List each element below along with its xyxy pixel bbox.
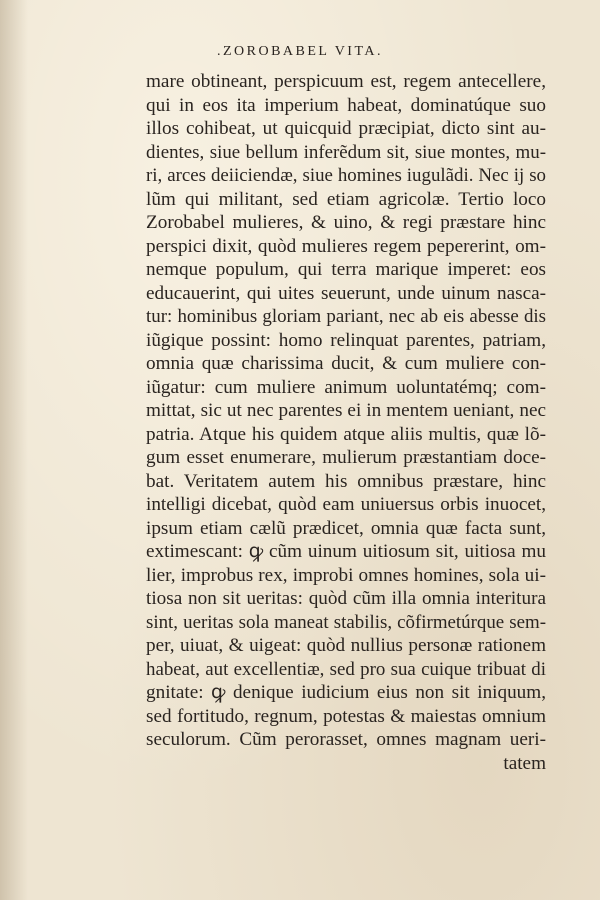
- text-line: gum esset enumerare, mulierum præstantiam doce-: [146, 447, 546, 468]
- text-line: perspici dixit, quòd mulieres regem pepererint, om-: [146, 235, 546, 257]
- text-line: mare obtineant, perspicuum est, regem antecellere,: [146, 71, 546, 92]
- text-line: ipsum etiam cælũ prædicet, omnia quæ facta sunt,: [146, 517, 546, 539]
- text-line: iũgique possint: homo relinquat parentes, patriam,: [146, 329, 546, 351]
- text-line: nemque populum, qui terra marique imperet: eos: [146, 259, 546, 280]
- text-line: intelligi dicebat, quòd eam uniuersus orbis inuocet,: [146, 494, 546, 515]
- text-line: dientes, siue bellum inferẽdum sit, siue montes, mu-: [146, 141, 546, 163]
- text-line: educauerint, qui uites seuerunt, unde uinum nasca-: [146, 282, 546, 304]
- text-line: iũgatur: cum muliere animum uoluntatémq; com-: [146, 376, 546, 398]
- catchword: tatem: [503, 752, 546, 774]
- text-line: Zorobabel mulieres, & uino, & regi præstare hinc: [146, 212, 546, 233]
- text-line: lier, improbus rex, improbi omnes homines, sola ui-: [146, 564, 546, 586]
- running-head: .ZOROBABEL VITA.: [216, 44, 384, 59]
- text-line: sed fortitudo, regnum, potestas & maiestas omnium: [146, 705, 546, 727]
- text-line: tur: hominibus gloriam pariant, nec ab eis abesse dis: [146, 306, 546, 327]
- body-text: [146, 70, 546, 775]
- text-line: sint, ueritas sola maneat stabilis, cõfirmetúrque sem-: [146, 611, 546, 633]
- text-line: habeat, aut excellentiæ, sed pro sua cuique tribuat di: [146, 658, 546, 680]
- text-line: mittat, sic ut nec parentes ei in mentem ueniant, nec: [146, 400, 546, 421]
- text-line: gnitate: ꝙ denique iudicium eius non sit iniquum,: [146, 682, 546, 703]
- gutter-shadow: [0, 0, 28, 900]
- text-line: patria. Atque his quidem atque aliis multis, quæ lõ-: [146, 423, 546, 445]
- text-line: extimescant: ꝙ cũm uinum uitiosum sit, uitiosa mu: [146, 541, 546, 562]
- text-line: omnia quæ charissima ducit, & cum muliere con-: [146, 353, 546, 374]
- text-line: ri, arces deiiciendæ, siue homines iugulãdi. Nec ij so: [146, 165, 546, 186]
- text-line: lũm qui militant, sed etiam agricolæ. Tertio loco: [146, 188, 546, 210]
- text-line: tiosa non sit ueritas: quòd cũm illa omnia interitura: [146, 588, 546, 609]
- text-line: bat. Veritatem autem his omnibus præstare, hinc: [146, 470, 546, 492]
- text-line: seculorum. Cũm perorasset, omnes magnam ueri-: [146, 729, 546, 750]
- text-line: qui in eos ita imperium habeat, dominatúque suo: [146, 94, 546, 116]
- text-line: illos cohibeat, ut quicquid præcipiat, dicto sint au-: [146, 118, 546, 139]
- text-line: per, uiuat, & uigeat: quòd nullius personæ rationem: [146, 635, 546, 656]
